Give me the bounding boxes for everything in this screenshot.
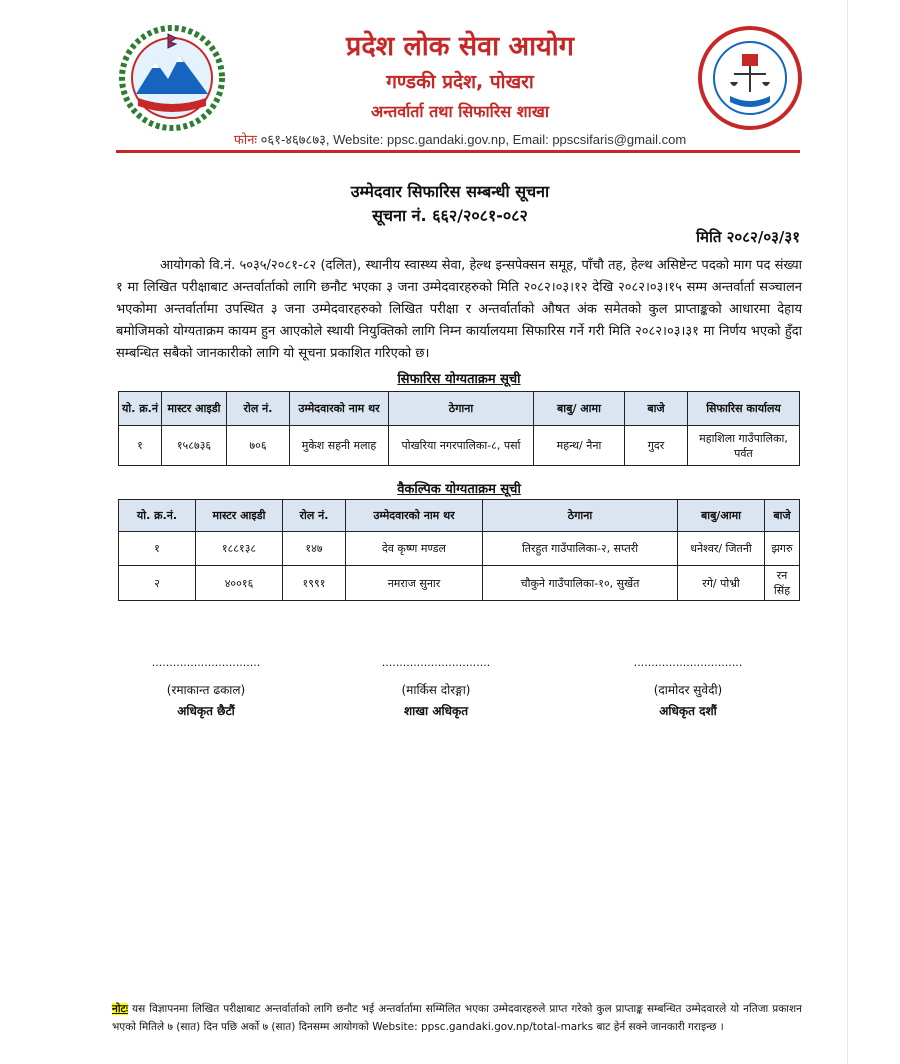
col-header: बाजे	[765, 500, 800, 532]
recommend-table	[118, 391, 800, 466]
table-cell: १४७	[283, 532, 346, 566]
letterhead	[0, 0, 900, 160]
contact-line	[170, 130, 750, 148]
phone-label: फोनः	[233, 132, 258, 147]
table-cell: १५८७३६	[162, 426, 227, 466]
table-row	[119, 532, 800, 566]
org-title: प्रदेश लोक सेवा आयोग	[346, 31, 574, 62]
signatory-name: (दामोदर सुवेदी)	[653, 683, 723, 697]
table-cell: मुकेश सहनी मलाह	[290, 426, 389, 466]
table-cell: धनेश्वर/ जितनी	[678, 532, 765, 566]
col-header: यो. क्र.नं.	[119, 500, 196, 532]
col-header: बाबु/आमा	[678, 500, 765, 532]
table-cell: रन सिंह	[765, 566, 800, 601]
col-header: मास्टर आइडी	[162, 392, 227, 426]
alternate-table-title: वैकल्पिक योग्यताक्रम सूची	[397, 482, 521, 497]
table-row	[119, 426, 800, 466]
recommend-table-title: सिफारिस योग्यताक्रम सूची	[397, 372, 521, 387]
col-header: उम्मेदवारको नाम थर	[290, 392, 389, 426]
signatory-name: (रमाकान्त ढकाल)	[166, 683, 246, 697]
col-header: उम्मेदवारको नाम थर	[346, 500, 483, 532]
signature-block-3	[578, 656, 798, 719]
website-label: Website:	[333, 132, 384, 147]
col-header: रोल नं.	[283, 500, 346, 532]
table-cell: ७०६	[227, 426, 290, 466]
table-cell: १८८१३८	[196, 532, 283, 566]
table-cell: नमराज सुनार	[346, 566, 483, 601]
note-text: यस विज्ञापनमा लिखित परीक्षाबाट अन्तर्वार्ताको लागि छनौट भई अन्तर्वार्तामा सम्मिलित भएका उम्मेदवारहरुले प्राप्त गरेको कुल प्राप्ताङ्क सम्बन्धित उम्मेदवारले यो नतिजा प्रकाशन भएको मितिले ७ (सात) दिन पछि अर्को ७ (सात) दिनसम्म आयोगको Website: ppsc.gandaki.gov.np/total-marks बाट हेर्न सक्ने जानकारी गराइन्छ ।	[112, 1003, 802, 1033]
email-label: Email:	[512, 132, 549, 147]
signatory-position: अधिकृत छैटौं	[177, 704, 235, 718]
col-header: यो. क्र.नं	[119, 392, 162, 426]
table-cell: २	[119, 566, 196, 601]
table-cell: तिरहुत गाउँपालिका-२, सप्तरी	[483, 532, 678, 566]
notice-title: उम्मेदवार सिफारिस सम्बन्धी सूचना	[350, 182, 550, 201]
signatory-name: (मार्किस दोरङ्गा)	[401, 683, 471, 697]
table-cell: १	[119, 426, 162, 466]
table-cell: गुदर	[625, 426, 688, 466]
province-emblem-icon	[118, 24, 226, 132]
signature-line: ...............................	[633, 656, 743, 669]
alternate-table	[118, 499, 800, 601]
col-header: बाबु/ आमा	[534, 392, 625, 426]
col-header: ठेगाना	[389, 392, 534, 426]
table-cell: देव कृष्ण मण्डल	[346, 532, 483, 566]
org-province: गण्डकी प्रदेश, पोखरा	[386, 71, 534, 93]
signature-line: ...............................	[151, 656, 261, 669]
table-cell: महन्थ/ नैना	[534, 426, 625, 466]
email-link[interactable]: ppscsifaris@gmail.com	[552, 132, 687, 147]
table-cell: चौकुने गाउँपालिका-१०, सुर्खेत	[483, 566, 678, 601]
table-cell: महाशिला गाउँपालिका, पर्वत	[688, 426, 800, 466]
footer-note	[112, 1000, 802, 1036]
org-branch: अन्तर्वार्ता तथा सिफारिस शाखा	[371, 102, 549, 121]
header-rule	[116, 150, 800, 153]
table-cell: १९९१	[283, 566, 346, 601]
notice-body: आयोगको वि.नं. ५०३५/२०८१-८२ (दलित), स्थानीय स्वास्थ्य सेवा, हेल्थ इन्सपेक्सन समूह, पाँचौ तह, हेल्थ असिष्टेन्ट पदको माग पद संख्या १ मा लिखित परीक्षाबाट अन्तर्वार्ताको लागि छनौट भएका ३ जना उम्मेदवारहरुको मिति २०८२।०३।१२ देखि २०८२।०३।१५ सम्म अन्तर्वार्ता सञ्चालन भएकोमा अन्तर्वार्तामा उपस्थित ३ जना उम्मेदवारहरुको लिखित परीक्षा र अन्तर्वार्ताको औषत अंक समेतको कुल प्राप्ताङ्कको आधारमा देहाय बमोजिमको योग्यताक्रम कायम हुन आएकोले स्थायी नियुक्तिको लागि निम्न कार्यालयमा सिफारिस गर्ने गरी मिति २०८२।०३।३१ मा निर्णय भएको हुँदा सम्बन्धित सबैको जानकारीको लागि यो सूचना प्रकाशित गरिएको छ।	[116, 258, 802, 361]
table-cell: ४००१६	[196, 566, 283, 601]
table-cell: झगरु	[765, 532, 800, 566]
phone-value: ०६१-४६७८७३,	[260, 132, 330, 147]
table-cell: १	[119, 532, 196, 566]
notice-date: मिति २०८२/०३/३१	[696, 228, 800, 246]
signature-block-2	[326, 656, 546, 719]
table-cell: पोखरिया नगरपालिका-८, पर्सा	[389, 426, 534, 466]
col-header: बाजे	[625, 392, 688, 426]
table-row	[119, 566, 800, 601]
table-cell: रगे/ पोभ्री	[678, 566, 765, 601]
signatory-position: अधिकृत दशौं	[659, 704, 717, 718]
signature-block-1	[96, 656, 316, 719]
signatory-position: शाखा अधिकृत	[403, 704, 469, 718]
col-header: मास्टर आइडी	[196, 500, 283, 532]
notice-number: सूचना नं. ६६२/२०८१-०८२	[372, 206, 528, 225]
psc-seal-icon	[696, 24, 804, 132]
col-header: सिफारिस कार्यालय	[688, 392, 800, 426]
website-link[interactable]: ppsc.gandaki.gov.np,	[387, 132, 509, 147]
col-header: रोल नं.	[227, 392, 290, 426]
signature-line: ...............................	[381, 656, 491, 669]
note-label: नोटः	[112, 1003, 128, 1015]
col-header: ठेगाना	[483, 500, 678, 532]
